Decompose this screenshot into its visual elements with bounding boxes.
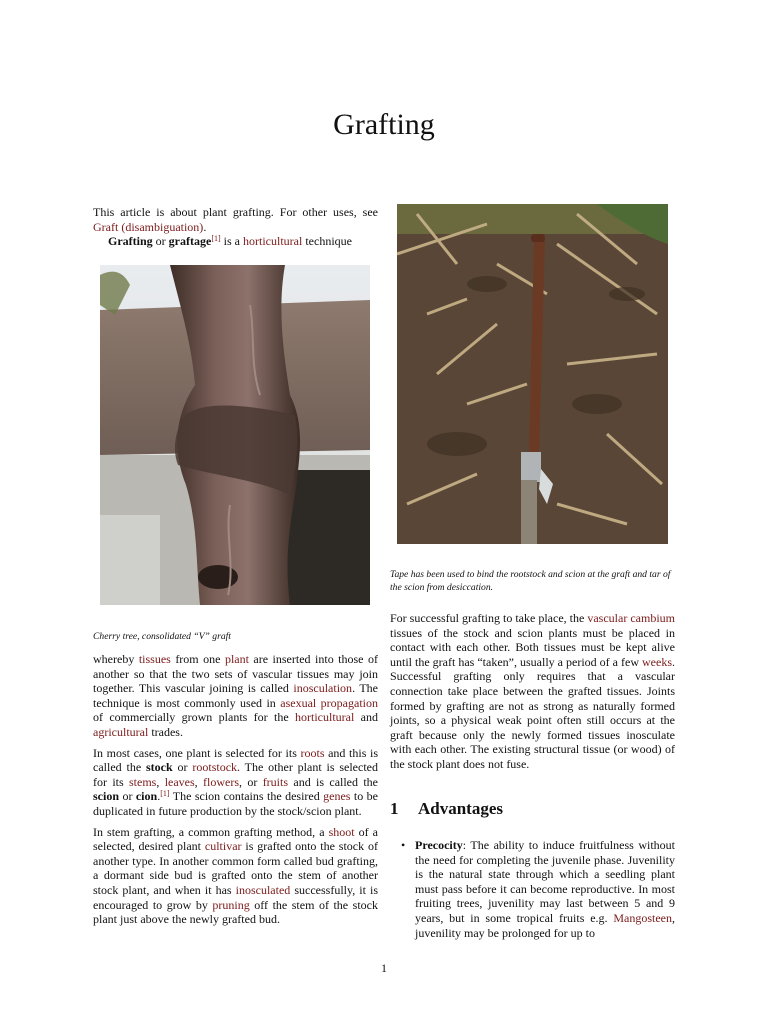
- bold-term: stock: [146, 760, 173, 775]
- wiki-link[interactable]: rootstock: [192, 760, 238, 775]
- left-column: [93, 652, 378, 927]
- text-run: trades.: [148, 724, 183, 739]
- ref-link[interactable]: [1]: [160, 789, 170, 799]
- wiki-link[interactable]: shoot: [328, 824, 355, 839]
- right-paragraph-1: [390, 611, 675, 772]
- text-run: to be duplicated in future production by the stock/scion plant.: [93, 789, 378, 818]
- left-figure-caption: Cherry tree, consolidated “V” graft: [93, 630, 231, 642]
- text-run: or: [119, 789, 136, 804]
- wiki-link[interactable]: weeks: [642, 654, 672, 669]
- wiki-link[interactable]: flowers: [203, 774, 240, 789]
- advantage-list-item: [401, 838, 675, 940]
- wiki-link[interactable]: cultivar: [204, 839, 242, 854]
- intro-block: [93, 205, 378, 249]
- wiki-link[interactable]: genes: [323, 789, 351, 804]
- text-run: successfully, it is encouraged to grow by: [93, 882, 379, 912]
- precocity-text: [415, 838, 675, 940]
- text-run: ,: [156, 774, 165, 789]
- text-run: from one: [170, 652, 225, 666]
- wiki-link[interactable]: horticultural: [295, 710, 355, 725]
- text-run: tissues of the stock and scion plants must be placed in contact with each other. Both tissues must be kept alive until the graft has “taken”, usually a period of a few: [390, 625, 675, 669]
- wiki-link[interactable]: leaves: [164, 774, 195, 789]
- text-run: ,: [194, 774, 204, 789]
- def-text: or: [152, 234, 169, 249]
- ref-link[interactable]: [1]: [211, 234, 221, 244]
- text-run: For successful grafting to take place, the: [390, 611, 588, 625]
- text-run: off the stem of the stock plant just above the newly grafted bud.: [93, 897, 378, 927]
- wiki-link[interactable]: agricultural: [93, 724, 149, 739]
- text-run: and: [354, 710, 378, 725]
- section-number: 1: [390, 799, 399, 818]
- text-run: . The technique is most commonly used in: [93, 681, 378, 710]
- hatnote-text: This article is about plant grafting. For other uses, see: [93, 205, 378, 219]
- left-paragraph-3: [93, 825, 378, 927]
- text-run: . The other plant is selected for its: [93, 760, 378, 789]
- text-run: In stem grafting, a common grafting method, a: [93, 824, 329, 839]
- left-paragraph-2: [93, 746, 378, 819]
- wiki-link[interactable]: pruning: [212, 897, 250, 912]
- term-grafting: Grafting: [108, 234, 153, 249]
- text-run: The scion contains the desired: [169, 789, 324, 804]
- wiki-link[interactable]: roots: [300, 745, 325, 760]
- wiki-link[interactable]: inosculation: [293, 681, 353, 696]
- hatnote: [93, 205, 378, 234]
- section-heading-advantages: [390, 799, 503, 819]
- bullet-icon: •: [401, 838, 406, 852]
- term-graftage: graftage: [168, 234, 212, 249]
- bold-term: scion: [93, 789, 120, 804]
- wiki-link[interactable]: plant: [224, 652, 249, 666]
- text-run: , juvenility may be prolonged for up to: [415, 910, 675, 940]
- text-run: of a selected, desired plant: [93, 824, 378, 854]
- graft-disambiguation-link[interactable]: Graft (disambiguation): [93, 219, 204, 234]
- text-run: . Successful grafting only requires that a vascular connection take place between the grafted tissues. Joints formed by grafting are not as strong as naturally formed joints, so a physical weak point often still occurs at the graft because only the newly formed tissues inosculate with each other. The existing structural tissue (or wood) of the stock plant does not fuse.: [390, 654, 675, 771]
- wiki-link[interactable]: inosculated: [235, 882, 291, 897]
- text-run: .: [157, 789, 161, 804]
- cherry-tree-image: [100, 265, 370, 605]
- right-column: [390, 611, 675, 772]
- cherry-tree-photo: [100, 265, 370, 605]
- text-run: are inserted into those of another so that the two sets of vascular tissues may join together. This vascular joining is called: [93, 652, 378, 696]
- text-run: is grafted onto the stock of another type. In another common form called bud grafting, a dormant side bud is grafted onto the stem of another stock plant, and when it has: [93, 839, 378, 897]
- text-run: of commercially grown plants for the: [93, 710, 295, 725]
- hatnote-period: .: [203, 219, 207, 234]
- taped-graft-photo: [397, 204, 668, 544]
- def-text: is a: [220, 234, 243, 249]
- left-paragraph-1: [93, 652, 378, 740]
- wiki-link[interactable]: tissues: [138, 652, 171, 666]
- wiki-link[interactable]: asexual propagation: [280, 695, 378, 710]
- text-run: whereby: [93, 652, 139, 666]
- page-title: Grafting: [333, 108, 435, 141]
- right-figure-caption: Tape has been used to bind the rootstock and scion at the graft and tar of the scion from desiccation.: [390, 568, 671, 593]
- bold-term: cion: [135, 789, 158, 804]
- text-run: or: [172, 760, 193, 775]
- taped-graft-image: [397, 204, 668, 544]
- text-run: : The ability to induce fruitfulness without the need for completing the juvenile phase. Juvenility is the natural state through which a seedling plant must pass before it can become reproductive. In most fruiting trees, juvenility may last between 5 and 9 years, but in some tropical fruits e.g.: [415, 838, 675, 925]
- wiki-link[interactable]: vascular cambium: [587, 611, 675, 625]
- text-run: and this is called the: [93, 745, 378, 775]
- text-run: , or: [239, 774, 263, 789]
- horticultural-link[interactable]: horticultural: [243, 234, 303, 249]
- wiki-link[interactable]: stems: [129, 774, 157, 789]
- definition: [93, 234, 378, 249]
- bold-term: Precocity: [415, 838, 463, 852]
- section-title: Advantages: [418, 799, 504, 818]
- text-run: and is called the: [288, 774, 379, 789]
- def-text: technique: [302, 234, 352, 249]
- page-number: 1: [381, 961, 387, 975]
- wiki-link[interactable]: fruits: [262, 774, 289, 789]
- text-run: In most cases, one plant is selected for its: [93, 745, 301, 760]
- wiki-link[interactable]: Mangosteen: [613, 910, 672, 925]
